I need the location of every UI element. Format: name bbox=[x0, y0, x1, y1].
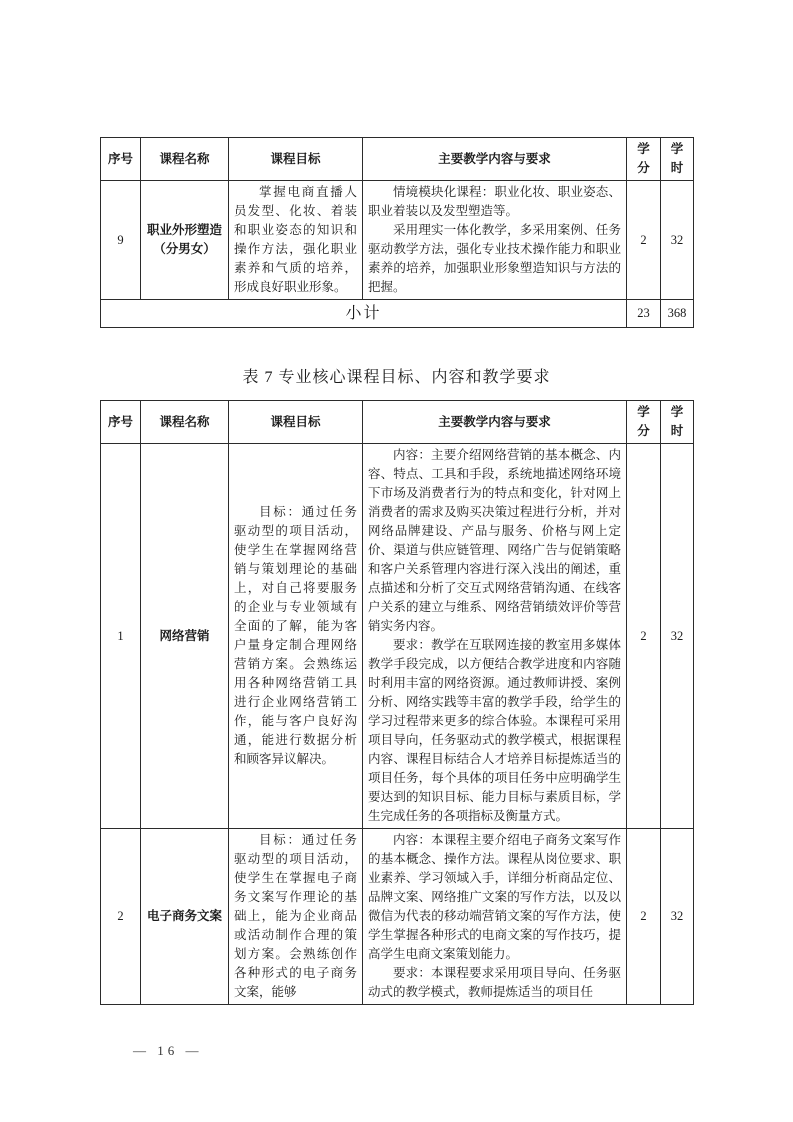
objective-paragraph: 掌握电商直播人员发型、化妆、着装和职业姿态的知识和操作方法，强化职业素养和气质的培养，形成良好职业形象。 bbox=[234, 185, 357, 294]
cell-course-no: 1 bbox=[101, 444, 141, 829]
table-row-course-1 bbox=[101, 444, 694, 829]
cell-course-credits: 2 bbox=[627, 444, 661, 829]
page-number bbox=[133, 1043, 203, 1059]
column-header-objectives: 课程目标 bbox=[229, 138, 363, 181]
table-header-row bbox=[101, 138, 694, 181]
subtotal-credits: 23 bbox=[627, 300, 661, 328]
cell-course-credits: 2 bbox=[627, 829, 661, 1005]
subtotal-label: 小计 bbox=[101, 300, 627, 328]
table-row-course-2 bbox=[101, 829, 694, 1005]
cell-course-no: 2 bbox=[101, 829, 141, 1005]
column-header-hours: 学时 bbox=[661, 138, 694, 181]
cell-course-content bbox=[363, 181, 627, 300]
content-paragraph: 要求：教学在互联网连接的教室用多媒体教学手段完成，以方便结合教学进度和内容随时利用丰富的网络资源。通过教师讲授、案例分析、网络实践等丰富的教学手段，给学生的学习过程带来更多的综合体验。本课程可采用项目导向，任务驱动式的教学模式，根据课程内容、课程目标结合人才培养目标提炼适当的项目任务，每个具体的项目任务中应明确学生要达到的知识目标、能力目标与素质目标，学生完成任务的各项指标及衡量方式。 bbox=[368, 638, 621, 823]
cell-course-content bbox=[363, 829, 627, 1005]
column-header-no: 序号 bbox=[101, 138, 141, 181]
cell-course-credits: 2 bbox=[627, 181, 661, 300]
cell-course-name: 电子商务文案 bbox=[141, 829, 229, 1005]
cell-course-name: 职业外形塑造（分男女） bbox=[141, 181, 229, 300]
table7-title: 表 7 专业核心课程目标、内容和教学要求 bbox=[242, 369, 551, 386]
cell-course-hours: 32 bbox=[661, 829, 694, 1005]
column-header-content: 主要教学内容与要求 bbox=[363, 401, 627, 444]
table-row-course-9 bbox=[101, 181, 694, 300]
column-header-credits: 学分 bbox=[627, 401, 661, 444]
cell-course-hours: 32 bbox=[661, 181, 694, 300]
cell-course-hours: 32 bbox=[661, 444, 694, 829]
column-header-course-name: 课程名称 bbox=[141, 401, 229, 444]
content-paragraph: 内容：本课程主要介绍电子商务文案写作的基本概念、操作方法。课程从岗位要求、职业素养、学习领域入手，详细分析商品定位、品牌文案、网络推广文案的写作方法，以及以微信为代表的移动端营销文案的写作方法，使学生掌握各种形式的电商文案的写作技巧，提高学生电商文案策划能力。 bbox=[368, 833, 621, 961]
content-paragraph: 内容：主要介绍网络营销的基本概念、内容、特点、工具和手段，系统地描述网络环境下市场及消费者行为的特点和变化，针对网上消费者的需求及购买决策过程进行分析，并对网络品牌建设、产品与服务、价格与网上定价、渠道与供应链管理、网络广告与促销策略和客户关系管理内容进行深入浅出的阐述，重点描述和分析了交互式网络营销沟通、在线客户关系的建立与维系、网络营销绩效评价等营销实务内容。 bbox=[368, 448, 621, 633]
course-table-continued bbox=[100, 137, 694, 328]
column-header-objectives: 课程目标 bbox=[229, 401, 363, 444]
objective-paragraph: 目标：通过任务驱动型的项目活动，使学生在掌握电子商务文案写作理论的基础上，能为企业商品或活动制作合理的策划方案。会熟练创作各种形式的电子商务文案，能够 bbox=[234, 833, 357, 999]
cell-course-objectives bbox=[229, 181, 363, 300]
content-paragraph: 情境模块化课程：职业化妆、职业姿态、职业着装以及发型塑造等。 bbox=[368, 185, 621, 218]
column-header-credits: 学分 bbox=[627, 138, 661, 181]
page-number-text: — 16 — bbox=[133, 1043, 203, 1058]
content-paragraph: 要求：本课程要求采用项目导向、任务驱动式的教学模式，教师提炼适当的项目任 bbox=[368, 966, 621, 999]
column-header-no: 序号 bbox=[101, 401, 141, 444]
table-header-row bbox=[101, 401, 694, 444]
cell-course-name: 网络营销 bbox=[141, 444, 229, 829]
cell-course-objectives bbox=[229, 829, 363, 1005]
table-row-subtotal bbox=[101, 300, 694, 328]
column-header-hours: 学时 bbox=[661, 401, 694, 444]
core-course-table-7 bbox=[100, 400, 694, 1005]
content-paragraph: 采用理实一体化教学，多采用案例、任务驱动教学方法，强化专业技术操作能力和职业素养的培养，加强职业形象塑造知识与方法的把握。 bbox=[368, 223, 621, 294]
objective-paragraph: 目标：通过任务驱动型的项目活动，使学生在掌握网络营销与策划理论的基础上，对自己将要服务的企业与专业领域有全面的了解，能为客户量身定制合理网络营销方案。会熟练运用各种网络营销工具进行企业网络营销工作，能与客户良好沟通，能进行数据分析和顾客异议解决。 bbox=[234, 505, 357, 766]
column-header-course-name: 课程名称 bbox=[141, 138, 229, 181]
subtotal-hours: 368 bbox=[661, 300, 694, 328]
cell-course-content bbox=[363, 444, 627, 829]
column-header-content: 主要教学内容与要求 bbox=[363, 138, 627, 181]
cell-course-objectives bbox=[229, 444, 363, 829]
cell-course-no: 9 bbox=[101, 181, 141, 300]
